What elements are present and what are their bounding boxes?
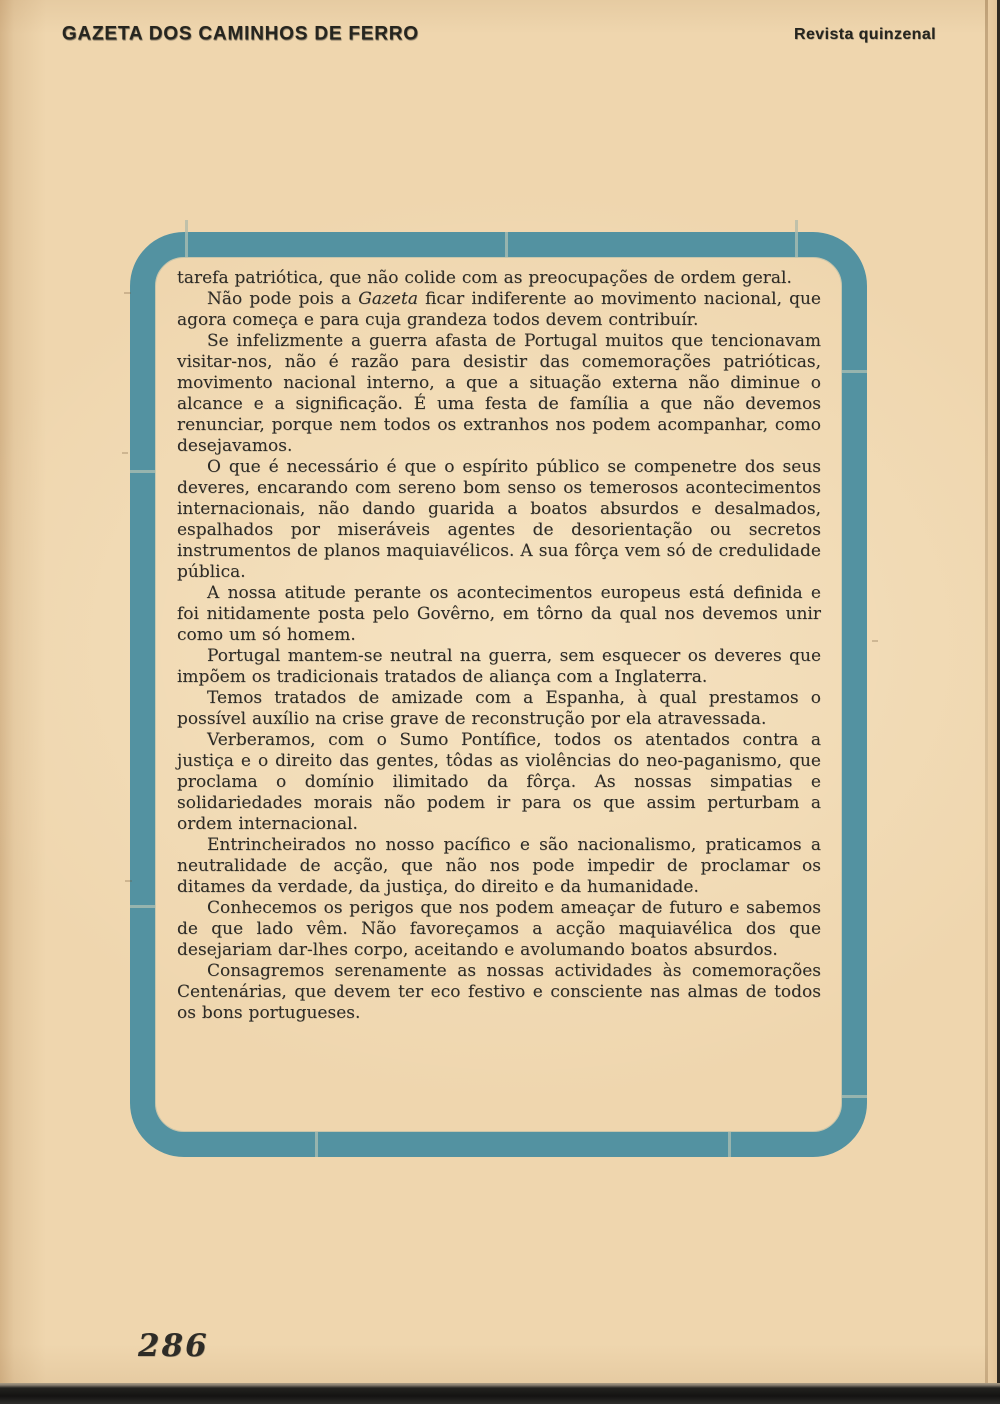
page-edge-strip xyxy=(988,0,997,1404)
margin-mark xyxy=(122,452,128,454)
paragraph: Se infelizmente a guerra afasta de Portugal muitos que tencionavam visitar-nos, não é razão para desistir das comemorações patrióticas, movimento nacional interno, a que a situação externa não diminue o alcance e a significação. É uma festa de família a que não devemos renunciar, porque nem todos os extranhos nos podem acompanhar, como desejavamos. xyxy=(177,331,821,456)
margin-mark xyxy=(125,880,132,882)
issue-type-label: Revista quinzenal xyxy=(794,26,936,43)
page-number: 286 xyxy=(138,1328,209,1364)
paragraph: Conhecemos os perigos que nos podem ameaçar de futuro e sabemos de que lado vêm. Não favoreçamos a acção maquiavélica dos que desejariam dar-lhes corpo, aceitando e avolumando boatos absurdos. xyxy=(177,898,821,960)
frame-tick xyxy=(315,1132,318,1157)
paragraph-text: Não pode pois a xyxy=(207,289,359,309)
frame-tick xyxy=(185,232,188,257)
paragraph: Consagremos serenamente as nossas actividades às comemorações Centenárias, que devem ter eco festivo e consciente nas almas de todos os bons portugueses. xyxy=(177,961,821,1023)
frame-tick xyxy=(842,370,867,373)
frame-stub-mark xyxy=(185,220,188,232)
frame-tick xyxy=(842,1095,867,1098)
paragraph: Portugal mantem-se neutral na guerra, sem esquecer os deveres que impõem os tradicionais tratados de aliança com a Inglaterra. xyxy=(177,646,821,687)
scanner-background-bottom xyxy=(0,1383,1000,1404)
paragraph: O que é necessário é que o espírito público se compenetre dos seus deveres, encarando com sereno bom senso os temerosos acontecimentos internacionais, não dando guarida a boatos absurdos e desalmados, espalhados por miseráveis agentes de desorientação ou secretos instrumentos de planos maquiavélicos. A sua fôrça vem só de credulidade pública. xyxy=(177,457,821,582)
margin-mark xyxy=(872,640,878,642)
margin-mark xyxy=(124,292,131,294)
paragraph: Entrincheirados no nosso pacífico e são nacionalismo, praticamos a neutralidade de acção, que não nos pode impedir de proclamar os ditames da verdade, da justiça, do direito e da humanidade. xyxy=(177,835,821,897)
journal-name-italic: Gazeta xyxy=(358,289,418,309)
journal-title: GAZETA DOS CAMINHOS DE FERRO xyxy=(62,23,420,45)
paragraph: A nossa atitude perante os acontecimentos europeus está definida e foi nitidamente posta pelo Govêrno, em tôrno da qual nos devemos unir como um só homem. xyxy=(177,583,821,645)
paragraph: tarefa patriótica, que não colide com as preocupações de ordem geral. xyxy=(177,268,792,288)
frame-tick xyxy=(505,232,508,257)
article-text-block xyxy=(177,268,821,1024)
paragraph xyxy=(177,289,821,331)
frame-tick xyxy=(130,905,155,908)
frame-tick xyxy=(795,232,798,257)
paragraph-text: ficar indiferente ao movimento nacional, que agora começa e para cuja grandeza todos devem contribuír. xyxy=(177,289,821,330)
frame-tick xyxy=(728,1132,731,1157)
frame-stub-mark xyxy=(795,220,798,232)
frame-tick xyxy=(130,470,155,473)
paragraph: Verberamos, com o Sumo Pontífice, todos os atentados contra a justiça e o direito das gentes, tôdas as violências do neo-paganismo, que proclama o domínio ilimitado da fôrça. As nossas simpatias e solidariedades morais não podem ir para os que assim perturbam a ordem internacional. xyxy=(177,730,821,834)
paragraph: Temos tratados de amizade com a Espanha, à qual prestamos o possível auxílio na crise grave de reconstrução por ela atravessada. xyxy=(177,688,821,729)
